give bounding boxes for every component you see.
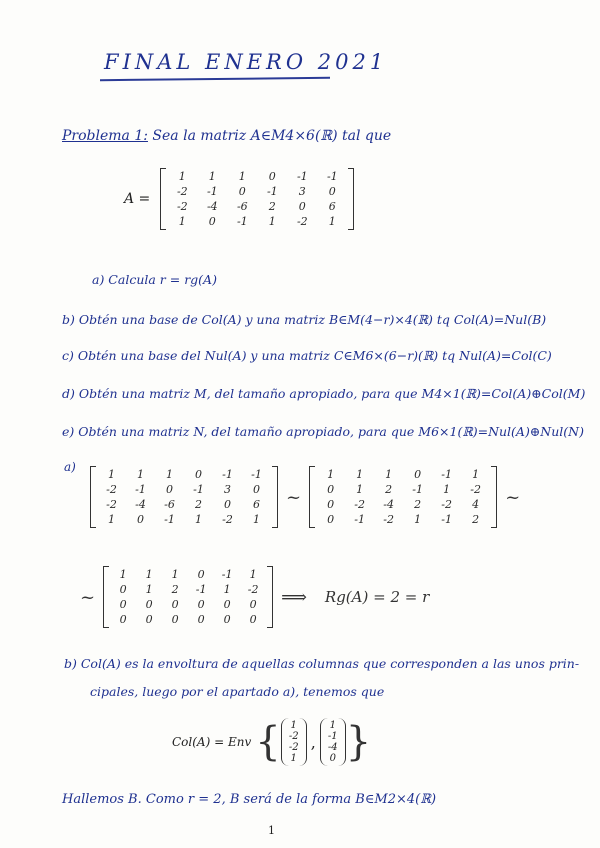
reduction-matrix-3-cell: 1 [249, 568, 257, 581]
reduction-matrix-1-cell: -1 [164, 513, 175, 526]
solution-b-line-2: cipales, luego por el apartado a), tenemos que [90, 684, 385, 699]
matrix-a-cell: 0 [208, 215, 216, 228]
task-c: c) Obtén una base del Nul(A) y una matriz C∈M6×(6−r)(ℝ) tq Nul(A)=Col(C) [62, 348, 552, 363]
reduction-matrix-1-cell: -2 [106, 483, 117, 496]
col-a-label: Col(A) = Env [172, 735, 252, 749]
reduction-matrix-1-cell: -1 [222, 468, 233, 481]
matrix-a-cell: -1 [206, 185, 218, 198]
reduction-matrix-2-cell: 2 [385, 483, 393, 496]
reduction-matrix-1-cell: 0 [195, 468, 202, 481]
reduction-matrix-3-cell: 0 [249, 613, 257, 626]
reduction-matrix-3-cell: 2 [171, 583, 179, 596]
solution-b-line-3: Hallemos B. Como r = 2, B será de la forma B∈M2×4(ℝ) [62, 792, 437, 807]
reduction-row-1 [90, 466, 528, 528]
matrix-a-block [124, 168, 354, 230]
comma: , [310, 732, 316, 752]
reduction-matrix-2-cell: 1 [443, 483, 451, 496]
reduction-matrix-2-cell: 1 [356, 468, 364, 481]
reduction-matrix-2-cell: 1 [356, 483, 364, 496]
matrix-a-label: A = [124, 191, 151, 207]
problem-heading [62, 128, 391, 144]
matrix-a-cell: 1 [238, 170, 246, 183]
reduction-matrix-1-cell: 3 [224, 483, 231, 496]
reduction-matrix-2-cell: 2 [414, 498, 422, 511]
reduction-matrix-1 [90, 466, 278, 528]
vector-entry: 1 [290, 753, 297, 764]
vector-entry: -2 [288, 731, 299, 742]
task-d: d) Obtén una matriz M, del tamaño apropiado, para que M4×1(ℝ)=Col(A)⊕Col(M) [62, 386, 586, 401]
matrix-a-cell: -1 [266, 185, 278, 198]
reduction-matrix-1-cell: -4 [135, 498, 146, 511]
equivalence-sign-2: ~ [505, 486, 521, 508]
reduction-matrix-2 [309, 466, 497, 528]
reduction-matrix-2-cell: -1 [441, 513, 452, 526]
reduction-matrix-1-cell: -1 [135, 483, 146, 496]
reduction-matrix-2-cell: -1 [441, 468, 452, 481]
reduction-matrix-1-cell: 1 [108, 468, 115, 481]
matrix-a-cell: 0 [328, 185, 336, 198]
reduction-matrix-2-cell: 1 [414, 513, 422, 526]
page-number: 1 [268, 824, 275, 837]
vector-entry: -4 [327, 742, 338, 753]
reduction-matrix-1-cell: 1 [137, 468, 144, 481]
matrix-a-cell: -2 [176, 200, 188, 213]
reduction-matrix-1-cell: 0 [166, 483, 173, 496]
reduction-matrix-2-cell: -2 [470, 483, 481, 496]
task-e: e) Obtén una matriz N, del tamaño apropiado, para que M6×1(ℝ)=Nul(A)⊕Nul(N) [62, 424, 584, 439]
reduction-matrix-2-cell: 0 [327, 498, 335, 511]
reduction-matrix-1-cell: -1 [251, 468, 262, 481]
title-underline [100, 77, 330, 81]
reduction-matrix-2-cell: 1 [327, 468, 335, 481]
reduction-matrix-1-cell: 1 [195, 513, 202, 526]
reduction-matrix-1-cell: -6 [164, 498, 175, 511]
vector-entry: 1 [329, 720, 336, 731]
reduction-matrix-1-cell: 1 [166, 468, 173, 481]
matrix-a-cell: 6 [328, 200, 336, 213]
reduction-matrix-2-cell: 1 [472, 468, 480, 481]
reduction-matrix-1-cell: 2 [195, 498, 202, 511]
page-title: FINAL ENERO 2021 [104, 50, 388, 74]
vector-entry: -2 [288, 742, 299, 753]
matrix-a-cell: 1 [208, 170, 216, 183]
matrix-a-cell: -1 [296, 170, 308, 183]
matrix-a-cell: -2 [176, 185, 188, 198]
matrix-a-cell: 0 [268, 170, 276, 183]
right-brace: } [345, 719, 372, 765]
reduction-matrix-2-cell: -4 [383, 498, 394, 511]
matrix-a-cell: 0 [238, 185, 246, 198]
reduction-matrix-2-cell: 1 [385, 468, 393, 481]
reduction-matrix-3-cell: 0 [119, 613, 127, 626]
reduction-matrix-2-cell: -2 [383, 513, 394, 526]
reduction-matrix-3-cell: 1 [223, 583, 231, 596]
reduction-matrix-3-cell: 0 [197, 598, 205, 611]
reduction-matrix-1-cell: 0 [224, 498, 231, 511]
reduction-matrix-1-cell: -2 [106, 498, 117, 511]
equivalence-sign-3: ~ [80, 586, 96, 608]
matrix-a [160, 168, 354, 230]
reduction-matrix-3 [103, 566, 273, 628]
reduction-matrix-2-cell: 2 [472, 513, 480, 526]
reduction-matrix-3-cell: 0 [171, 598, 179, 611]
matrix-a-cell: -6 [236, 200, 248, 213]
reduction-matrix-3-cell: 1 [145, 568, 153, 581]
reduction-matrix-3-cell: 0 [249, 598, 257, 611]
solution-a-label: a) [64, 460, 76, 474]
reduction-matrix-3-cell: 0 [145, 598, 153, 611]
matrix-a-cell: 1 [178, 215, 186, 228]
reduction-matrix-3-cell: -2 [247, 583, 259, 596]
matrix-a-cell: 1 [328, 215, 336, 228]
reduction-matrix-1-cell: 0 [253, 483, 260, 496]
matrix-a-cell: 3 [298, 185, 306, 198]
matrix-a-cell: -4 [206, 200, 218, 213]
reduction-matrix-2-cell: 0 [414, 468, 422, 481]
reduction-matrix-3-cell: 1 [145, 583, 153, 596]
reduction-row-2 [72, 566, 429, 628]
reduction-matrix-3-cell: 0 [223, 613, 231, 626]
reduction-matrix-2-cell: -2 [354, 498, 365, 511]
reduction-matrix-1-cell: -1 [193, 483, 204, 496]
vector-entry: 0 [329, 753, 336, 764]
left-brace: { [255, 719, 281, 765]
reduction-matrix-1-cell: 0 [137, 513, 144, 526]
rank-result: Rg(A) = 2 = r [324, 588, 430, 606]
reduction-matrix-3-cell: 0 [223, 598, 231, 611]
problem-statement: Sea la matriz A∈M4×6(ℝ) tal que [152, 128, 392, 144]
vector-entry: 1 [290, 720, 297, 731]
reduction-matrix-2-cell: 4 [472, 498, 480, 511]
implies-arrow: ⟹ [281, 586, 307, 608]
reduction-matrix-3-cell: 0 [171, 613, 179, 626]
reduction-matrix-3-cell: 0 [145, 613, 153, 626]
matrix-a-cell: 0 [298, 200, 306, 213]
basis-vector-2 [320, 718, 346, 766]
task-a: a) Calcula r = rg(A) [92, 272, 217, 287]
solution-b-line-1: b) Col(A) es la envoltura de aquellas columnas que corresponden a las unos prin- [64, 656, 580, 671]
reduction-matrix-3-cell: 0 [119, 583, 127, 596]
matrix-a-cell: 1 [268, 215, 276, 228]
matrix-a-cell: -1 [236, 215, 248, 228]
reduction-matrix-1-cell: 1 [253, 513, 260, 526]
reduction-matrix-1-cell: 1 [108, 513, 115, 526]
reduction-matrix-2-cell: 0 [327, 483, 335, 496]
reduction-matrix-1-cell: -2 [222, 513, 233, 526]
vector-entry: -1 [327, 731, 338, 742]
matrix-a-cell: -2 [296, 215, 308, 228]
col-a-span [172, 718, 371, 766]
problem-label: Problema 1: [62, 128, 148, 144]
reduction-matrix-3-cell: -1 [221, 568, 233, 581]
task-b: b) Obtén una base de Col(A) y una matriz B∈M(4−r)×4(ℝ) tq Col(A)=Nul(B) [62, 312, 547, 327]
reduction-matrix-3-cell: 0 [197, 613, 205, 626]
reduction-matrix-3-cell: 0 [119, 598, 127, 611]
reduction-matrix-3-cell: 1 [119, 568, 127, 581]
basis-vector-1 [281, 718, 307, 766]
reduction-matrix-2-cell: -2 [441, 498, 452, 511]
reduction-matrix-2-cell: 0 [327, 513, 335, 526]
matrix-a-cell: 1 [178, 170, 186, 183]
reduction-matrix-2-cell: -1 [412, 483, 423, 496]
equivalence-sign-1: ~ [286, 486, 302, 508]
matrix-a-cell: -1 [326, 170, 338, 183]
reduction-matrix-3-cell: -1 [195, 583, 207, 596]
reduction-matrix-1-cell: 6 [253, 498, 260, 511]
reduction-matrix-2-cell: -1 [354, 513, 365, 526]
reduction-matrix-3-cell: 0 [197, 568, 205, 581]
matrix-a-cell: 2 [268, 200, 276, 213]
reduction-matrix-3-cell: 1 [171, 568, 179, 581]
